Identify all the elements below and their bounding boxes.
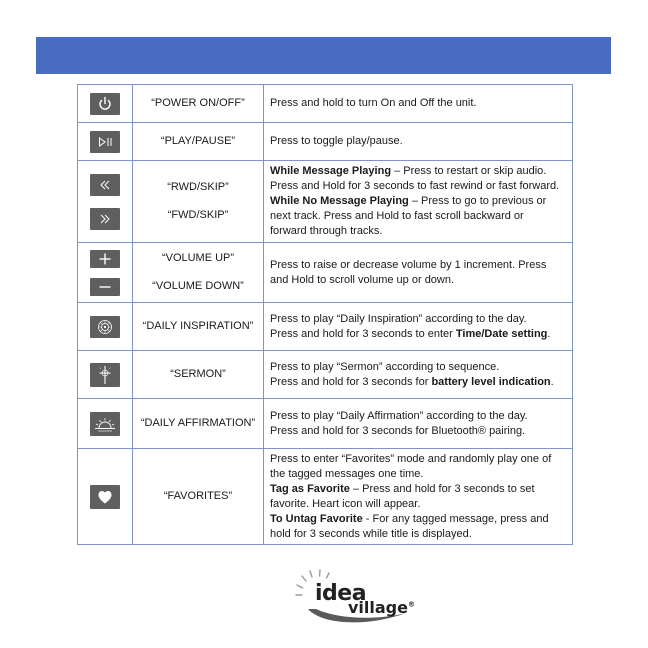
- flower-icon: [90, 316, 120, 338]
- table-row: [78, 85, 573, 123]
- description-line: [270, 512, 567, 527]
- logo-word-idea: idea: [315, 581, 367, 606]
- description-text: Press to enter “Favorites” mode and randomly play one of: [270, 452, 552, 465]
- description-line: [270, 424, 567, 439]
- description-text: next track. Press and Hold to fast scroll backward or: [270, 210, 524, 222]
- description-line: [270, 134, 567, 149]
- control-name: “PLAY/PAUSE”: [160, 135, 236, 147]
- control-description: [264, 399, 573, 449]
- description-line: [270, 96, 567, 111]
- table-row: [78, 449, 573, 545]
- description-line: [270, 482, 567, 497]
- registered-mark: ®: [407, 600, 415, 609]
- description-text: Press to play “Daily Affirmation” according to the day.: [270, 409, 528, 422]
- fast-forward-icon: [90, 208, 120, 230]
- control-description: [264, 161, 573, 243]
- description-bold-text: Time/Date setting: [455, 327, 548, 340]
- description-bold-text: Tag as Favorite: [270, 482, 350, 495]
- control-description: [264, 303, 573, 351]
- description-text: Press and hold for 3 seconds for: [270, 375, 432, 388]
- control-description: [264, 351, 573, 399]
- rewind-icon: [90, 174, 120, 196]
- description-line: [270, 179, 567, 194]
- control-name: “VOLUME UP”: [161, 252, 235, 264]
- controls-table: [77, 84, 573, 545]
- table-row: [78, 399, 573, 449]
- table-row: [78, 123, 573, 161]
- description-line: [270, 375, 567, 390]
- description-bold-text: battery level indication: [431, 375, 551, 388]
- play-pause-icon: [90, 131, 120, 153]
- heart-icon: [90, 485, 120, 509]
- header-bar: [36, 37, 611, 74]
- description-line: [270, 258, 567, 273]
- description-text: - For any tagged message, press and: [362, 512, 549, 525]
- sunrise-icon: [90, 412, 120, 436]
- description-text: and Hold to scroll volume up or down.: [270, 273, 455, 286]
- control-name: “RWD/SKIP”: [167, 181, 229, 193]
- description-line: [270, 467, 567, 482]
- power-icon: [90, 93, 120, 115]
- description-text: – Press and hold for 3 seconds to set: [349, 482, 535, 495]
- control-name: “SERMON”: [170, 368, 226, 380]
- description-bold-text: To Untag Favorite: [270, 512, 363, 525]
- description-bold-text: While Message Playing: [270, 165, 392, 177]
- description-text: Press to toggle play/pause.: [270, 135, 403, 147]
- control-name: “DAILY AFFIRMATION”: [140, 417, 256, 429]
- description-text: Press and hold for 3 seconds for Bluetooth® pairing.: [270, 424, 526, 437]
- logo-word-village: [348, 598, 415, 617]
- control-name: “VOLUME DOWN”: [152, 280, 244, 292]
- control-name: “POWER ON/OFF”: [151, 97, 245, 109]
- minus-icon: [90, 278, 120, 296]
- description-line: [270, 273, 567, 288]
- description-text: .: [547, 327, 551, 340]
- description-text: hold for 3 seconds while title is displayed.: [270, 527, 472, 540]
- control-description: [264, 243, 573, 303]
- description-text: Press to play “Sermon” according to sequence.: [270, 360, 500, 373]
- idea-village-logo: [288, 565, 422, 633]
- description-line: [270, 327, 567, 342]
- description-bold-text: While No Message Playing: [270, 195, 409, 207]
- description-text: Press and hold to turn On and Off the unit.: [270, 97, 477, 109]
- description-line: [270, 209, 567, 224]
- description-text: the tagged messages one time.: [270, 467, 424, 480]
- description-line: [270, 409, 567, 424]
- description-text: favorite. Heart icon will appear.: [270, 497, 421, 510]
- table-row: [78, 243, 573, 303]
- plus-icon: [90, 250, 120, 268]
- description-line: [270, 312, 567, 327]
- description-text: Press and Hold for 3 seconds to fast rewind or fast forward.: [270, 180, 560, 192]
- description-line: [270, 164, 567, 179]
- control-description: [264, 85, 573, 123]
- description-text: .: [550, 375, 554, 388]
- description-text: – Press to go to previous or: [408, 195, 547, 207]
- description-line: [270, 194, 567, 209]
- description-text: Press and hold for 3 seconds to enter: [270, 327, 456, 340]
- table-row: [78, 161, 573, 243]
- table-row: [78, 303, 573, 351]
- description-line: [270, 224, 567, 239]
- description-line: [270, 360, 567, 375]
- logo-word-village-text: village: [348, 598, 408, 617]
- description-text: forward through tracks.: [270, 225, 383, 237]
- description-line: [270, 452, 567, 467]
- description-text: Press to raise or decrease volume by 1 increment. Press: [270, 258, 547, 271]
- cross-icon: [90, 363, 120, 387]
- description-line: [270, 497, 567, 512]
- description-text: – Press to restart or skip audio.: [391, 165, 547, 177]
- control-name: “DAILY INSPIRATION”: [142, 320, 254, 332]
- control-name: “FAVORITES”: [163, 490, 233, 502]
- control-description: [264, 449, 573, 545]
- description-line: [270, 527, 567, 542]
- control-name: “FWD/SKIP”: [167, 209, 229, 221]
- table-row: [78, 351, 573, 399]
- description-text: Press to play “Daily Inspiration” according to the day.: [270, 312, 527, 325]
- control-description: [264, 123, 573, 161]
